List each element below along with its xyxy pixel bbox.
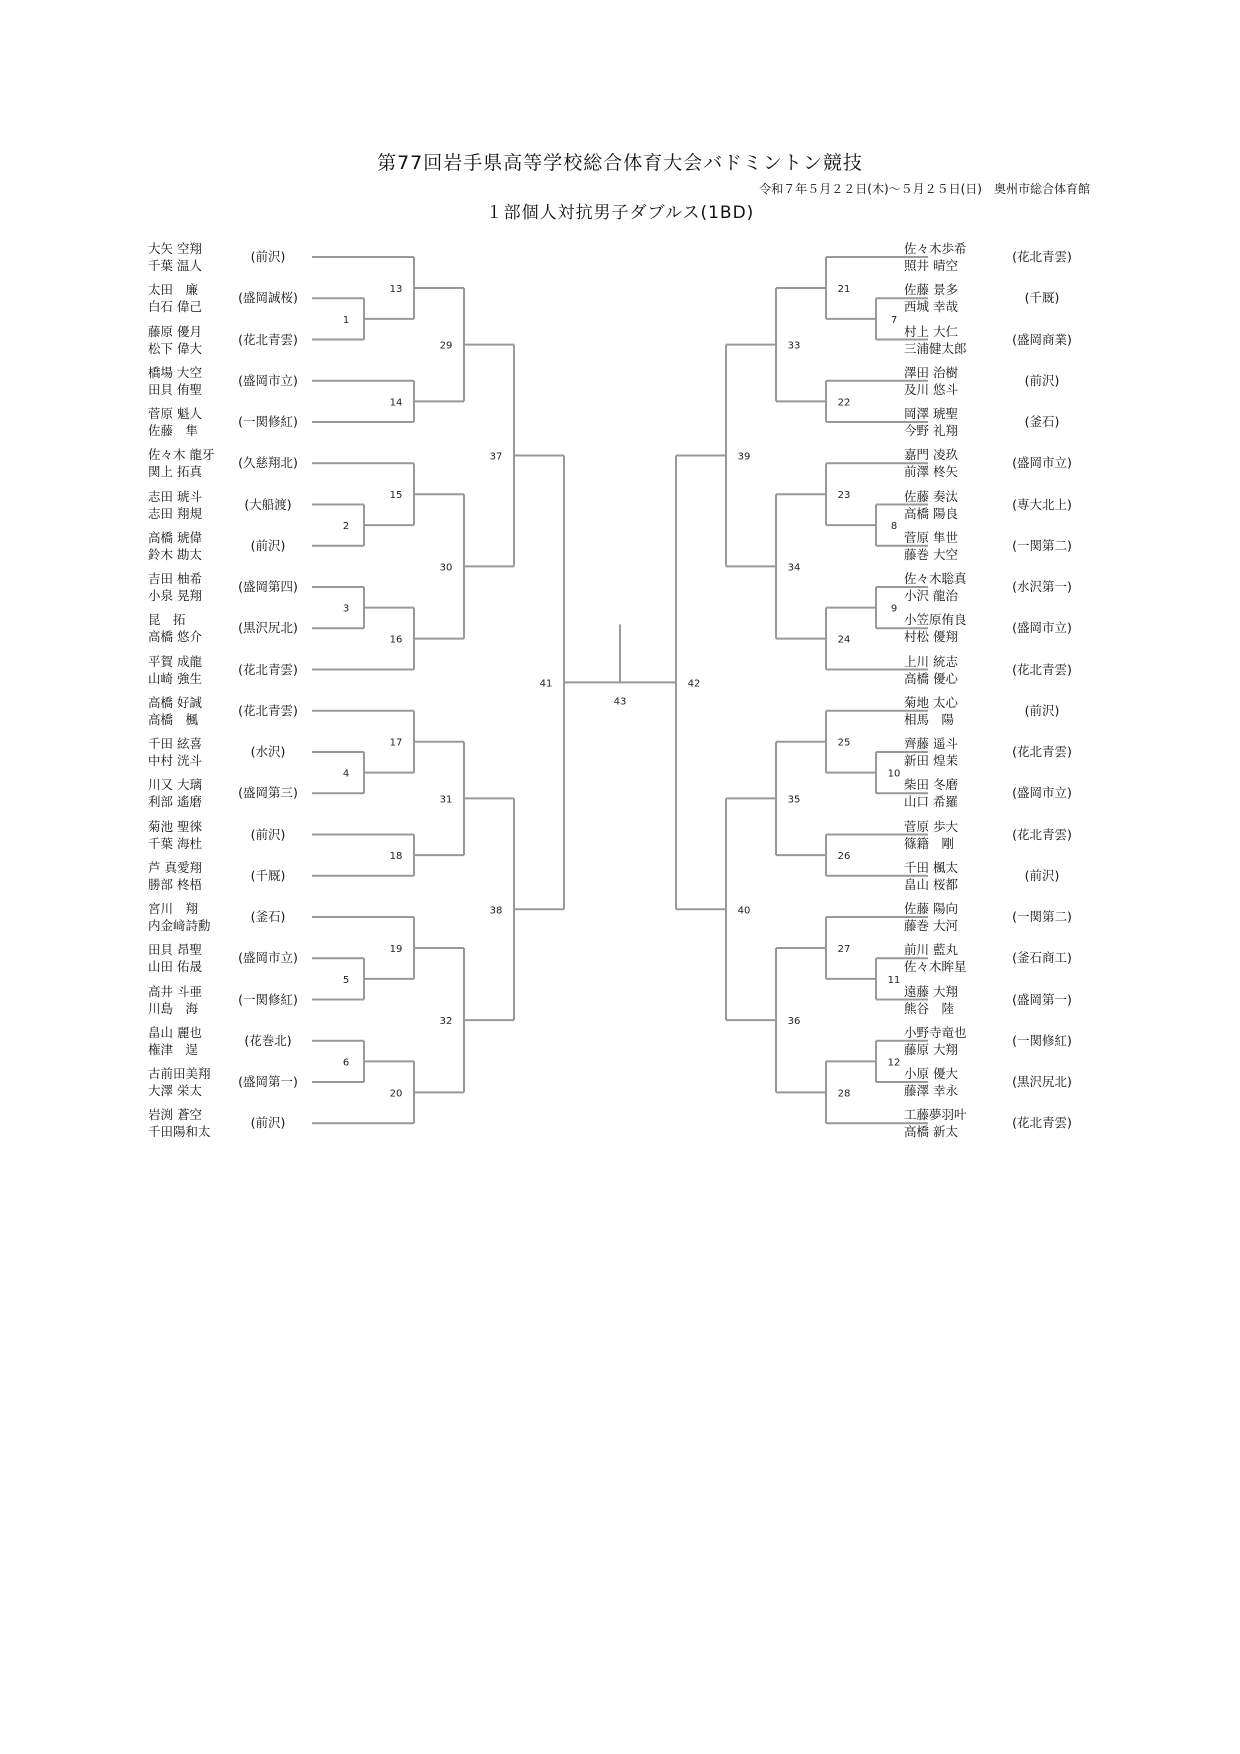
match-number: 38 xyxy=(489,905,503,917)
school-name: (黒沢尻北) xyxy=(238,620,298,636)
player-name: 平賀 成龍 xyxy=(148,653,202,669)
match-number: 21 xyxy=(837,283,851,295)
match-number: 28 xyxy=(837,1088,851,1100)
player-name: 相馬 陽 xyxy=(904,711,955,727)
match-number: 37 xyxy=(489,451,503,463)
match-number: 8 xyxy=(890,521,898,533)
match-number: 25 xyxy=(837,737,851,749)
match-number: 12 xyxy=(887,1057,901,1069)
match-number: 27 xyxy=(837,943,851,955)
player-name: 工藤夢羽叶 xyxy=(904,1107,967,1123)
player-name: 勝部 柊梧 xyxy=(148,876,202,892)
school-name: (一関修紅) xyxy=(238,991,298,1007)
match-number: 18 xyxy=(389,851,403,863)
player-name: 高橋 好誠 xyxy=(148,694,202,710)
player-name: 藤巻 大空 xyxy=(904,546,958,562)
school-name: (釜石商工) xyxy=(1012,950,1072,966)
school-name: (前沢) xyxy=(250,537,286,553)
school-name: (水沢第一) xyxy=(1012,579,1072,594)
match-number: 15 xyxy=(389,490,403,502)
school-name: (盛岡第四) xyxy=(238,579,298,594)
player-name: 千田 楓太 xyxy=(904,859,958,875)
match-number: 10 xyxy=(887,768,901,780)
player-name: 橋場 大空 xyxy=(148,364,202,380)
school-name: (一関修紅) xyxy=(238,414,298,429)
school-name: (花北青雲) xyxy=(1012,1115,1072,1131)
player-name: 高井 斗亜 xyxy=(148,983,202,999)
player-name: 澤田 治樹 xyxy=(904,364,958,380)
school-name: (一関修紅) xyxy=(1012,1032,1072,1048)
player-name: 佐藤 隼 xyxy=(148,423,199,438)
player-name: 芦 真愛翔 xyxy=(148,859,202,875)
player-name: 千田陽和太 xyxy=(148,1124,211,1140)
school-name: (花北青雲) xyxy=(238,702,298,718)
match-number: 14 xyxy=(389,397,403,409)
player-name: 菊池 聖徠 xyxy=(148,818,202,834)
match-number: 41 xyxy=(539,678,553,690)
school-name: (盛岡市立) xyxy=(1012,785,1072,801)
school-name: (釜石) xyxy=(250,909,286,924)
match-number: 2 xyxy=(342,521,350,533)
match-number: 26 xyxy=(837,851,851,863)
player-name: 大澤 栄太 xyxy=(148,1083,202,1098)
player-name: 畠山 桜都 xyxy=(904,876,958,892)
match-number: 9 xyxy=(890,603,898,615)
player-name: 太田 廉 xyxy=(148,282,199,298)
dates-venue: 令和７年５月２２日(木)～５月２５日(日) 奥州市総合体育館 xyxy=(759,182,1090,196)
school-name: (花北青雲) xyxy=(238,331,298,347)
player-name: 山田 佑晟 xyxy=(148,959,202,975)
player-name: 岩渕 蒼空 xyxy=(148,1107,202,1123)
match-number: 30 xyxy=(439,562,453,574)
match-number: 29 xyxy=(439,340,453,352)
school-name: (大船渡) xyxy=(244,496,292,512)
player-name: 千葉 海杜 xyxy=(148,835,202,851)
school-name: (盛岡誠桜) xyxy=(238,290,298,306)
event-title: １部個人対抗男子ダブルス(1BD) xyxy=(485,203,755,223)
player-name: 高橋 悠介 xyxy=(148,629,202,645)
match-number: 39 xyxy=(737,451,751,463)
school-name: (黒沢尻北) xyxy=(1012,1074,1072,1089)
final-match-number: 43 xyxy=(613,696,627,708)
school-name: (花巻北) xyxy=(244,1032,292,1048)
match-number: 24 xyxy=(837,634,851,646)
player-name: 柴田 冬磨 xyxy=(904,777,958,793)
player-name: 小笠原侑良 xyxy=(904,612,967,628)
match-number: 13 xyxy=(389,283,403,295)
player-name: 利部 遙磨 xyxy=(148,794,202,810)
player-name: 前川 藍丸 xyxy=(904,942,958,958)
match-number: 1 xyxy=(342,314,350,326)
player-name: 篠籍 剛 xyxy=(904,835,955,851)
match-number: 5 xyxy=(342,974,350,986)
player-name: 佐藤 景多 xyxy=(904,282,958,298)
player-name: 吉田 柚希 xyxy=(148,571,202,586)
player-name: 山口 希羅 xyxy=(904,794,958,810)
match-number: 42 xyxy=(687,678,701,690)
player-name: 志田 翔規 xyxy=(148,505,202,521)
player-name: 岡澤 琥聖 xyxy=(904,406,958,421)
player-name: 村上 大仁 xyxy=(904,323,958,339)
school-name: (花北青雲) xyxy=(1012,661,1072,677)
player-name: 菊地 太心 xyxy=(904,694,958,710)
school-name: (盛岡第一) xyxy=(238,1074,298,1089)
school-name: (盛岡商業) xyxy=(1012,331,1072,347)
school-name: (一関第二) xyxy=(1012,909,1072,924)
school-name: (前沢) xyxy=(250,826,286,842)
school-name: (前沢) xyxy=(1024,372,1060,388)
school-name: (花北青雲) xyxy=(1012,744,1072,759)
school-name: (盛岡第一) xyxy=(1012,991,1072,1007)
player-name: 三浦健太郎 xyxy=(904,340,967,356)
school-name: (久慈翔北) xyxy=(238,455,298,471)
school-name: (前沢) xyxy=(250,249,286,264)
match-number: 4 xyxy=(342,768,350,780)
player-name: 川島 海 xyxy=(148,1000,199,1016)
player-name: 新田 煌茉 xyxy=(904,753,958,768)
player-name: 佐々木 龍牙 xyxy=(148,447,215,463)
player-name: 藤巻 大河 xyxy=(904,918,958,933)
player-name: 藤澤 幸永 xyxy=(904,1083,958,1098)
match-number: 31 xyxy=(439,794,453,806)
match-number: 7 xyxy=(890,314,898,326)
player-name: 前澤 柊矢 xyxy=(904,464,958,480)
player-name: 菅原 魁人 xyxy=(148,406,202,421)
player-name: 西城 幸哉 xyxy=(904,299,958,315)
school-name: (一関第二) xyxy=(1012,537,1072,553)
player-name: 権津 逞 xyxy=(148,1041,199,1057)
match-number: 22 xyxy=(837,397,851,409)
school-name: (花北青雲) xyxy=(1012,249,1072,264)
player-name: 高橋 陽良 xyxy=(904,505,958,521)
match-number: 34 xyxy=(787,562,801,574)
player-name: 佐藤 奏汰 xyxy=(904,488,958,504)
player-name: 白石 偉己 xyxy=(148,299,202,315)
match-number: 11 xyxy=(887,974,901,986)
player-name: 鈴木 勘太 xyxy=(148,546,202,562)
player-name: 遠藤 大翔 xyxy=(904,983,958,999)
player-name: 菅原 隼世 xyxy=(904,529,958,545)
player-name: 松下 偉大 xyxy=(148,340,202,356)
player-name: 内金﨑詩勳 xyxy=(148,918,211,933)
player-name: 中村 洸斗 xyxy=(148,753,202,768)
player-name: 高橋 新太 xyxy=(904,1124,958,1140)
player-name: 関上 拓真 xyxy=(148,464,202,480)
player-name: 昆 拓 xyxy=(148,612,186,628)
player-name: 小野寺竜也 xyxy=(904,1024,967,1040)
school-name: (専大北上) xyxy=(1012,496,1072,512)
school-name: (花北青雲) xyxy=(1012,826,1072,842)
school-name: (盛岡市立) xyxy=(1012,455,1072,471)
player-name: 山崎 強生 xyxy=(148,670,202,686)
school-name: (水沢) xyxy=(250,744,286,759)
player-name: 佐々木聡真 xyxy=(904,571,967,586)
match-number: 36 xyxy=(787,1016,801,1028)
match-number: 33 xyxy=(787,340,801,352)
player-name: 古前田美翔 xyxy=(148,1066,211,1081)
player-name: 菅原 歩大 xyxy=(904,818,958,834)
player-name: 熊谷 陸 xyxy=(904,1000,955,1016)
player-name: 藤原 優月 xyxy=(148,323,202,339)
tournament-title: 第77回岩手県高等学校総合体育大会バドミントン競技 xyxy=(377,152,863,174)
player-name: 高橋 琥偉 xyxy=(148,529,202,545)
match-number: 20 xyxy=(389,1088,403,1100)
school-name: (千厩) xyxy=(250,867,286,883)
player-name: 小泉 晃翔 xyxy=(148,588,202,603)
player-name: 志田 琥斗 xyxy=(148,488,202,504)
school-name: (前沢) xyxy=(1024,867,1060,883)
player-name: 齊藤 遥斗 xyxy=(904,736,958,751)
player-name: 及川 悠斗 xyxy=(904,381,958,397)
match-number: 23 xyxy=(837,490,851,502)
school-name: (前沢) xyxy=(1024,702,1060,718)
match-number: 32 xyxy=(439,1016,453,1028)
match-number: 35 xyxy=(787,794,801,806)
player-name: 照井 晴空 xyxy=(904,258,958,273)
player-name: 佐々木眸星 xyxy=(904,959,967,975)
school-name: (釜石) xyxy=(1024,414,1060,429)
player-name: 畠山 麗也 xyxy=(148,1024,202,1040)
school-name: (盛岡第三) xyxy=(238,785,298,801)
player-name: 小沢 龍治 xyxy=(904,588,958,603)
match-number: 6 xyxy=(342,1057,350,1069)
player-name: 大矢 空翔 xyxy=(148,241,202,256)
player-name: 藤原 大翔 xyxy=(904,1041,958,1057)
player-name: 田貝 侑聖 xyxy=(148,381,202,397)
school-name: (盛岡市立) xyxy=(238,950,298,966)
player-name: 嘉門 凌玖 xyxy=(904,447,958,463)
player-name: 小原 優大 xyxy=(904,1066,958,1081)
match-number: 40 xyxy=(737,905,751,917)
school-name: (盛岡市立) xyxy=(238,372,298,388)
player-name: 今野 礼翔 xyxy=(904,423,958,438)
player-name: 佐々木歩希 xyxy=(904,241,967,256)
player-name: 高橋 優心 xyxy=(904,670,958,686)
player-name: 田貝 昂聖 xyxy=(148,942,202,958)
player-name: 宮川 翔 xyxy=(148,901,199,916)
school-name: (千厩) xyxy=(1024,290,1060,306)
school-name: (前沢) xyxy=(250,1115,286,1131)
match-number: 19 xyxy=(389,943,403,955)
player-name: 上川 統志 xyxy=(904,653,958,669)
player-name: 千葉 温人 xyxy=(148,258,202,273)
match-number: 17 xyxy=(389,737,403,749)
player-name: 村松 優翔 xyxy=(904,629,958,645)
player-name: 高橋 楓 xyxy=(148,711,199,727)
player-name: 川又 大璃 xyxy=(148,777,202,793)
player-name: 佐藤 陽向 xyxy=(904,901,958,916)
school-name: (花北青雲) xyxy=(238,661,298,677)
school-name: (盛岡市立) xyxy=(1012,620,1072,636)
player-name: 千田 絃喜 xyxy=(148,736,202,751)
match-number: 3 xyxy=(342,603,350,615)
match-number: 16 xyxy=(389,634,403,646)
